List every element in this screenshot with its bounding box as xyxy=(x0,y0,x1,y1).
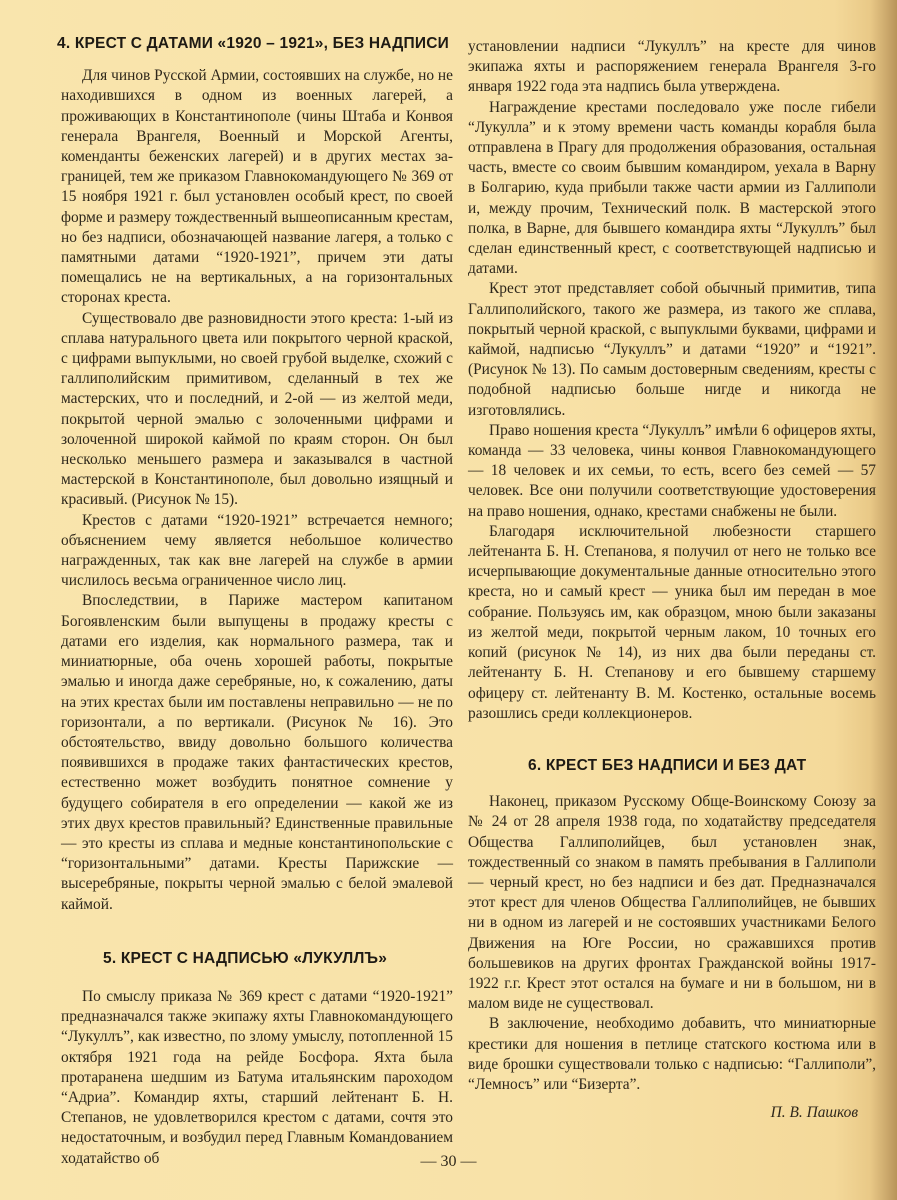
section-5-heading: 5. КРЕСТ С НАДПИСЬЮ «ЛУКУЛЛЪ» xyxy=(103,949,388,967)
page-number: — 30 — xyxy=(420,1153,477,1170)
section-4-heading: 4. КРЕСТ С ДАТАМИ «1920 – 1921», БЕЗ НАДПИСИ xyxy=(57,35,449,52)
section-5-paragraph: Право ношения креста “Лукуллъ” имѣли 6 офицеров яхты, команда — 33 человека, чины конвоя Главнокомандующего — 18 человек и их семьи, то есть, всего без семей — 57 человек. Все они получили соответствующие удостоверения на право ношения, однако, крестами снабжены не были. xyxy=(468,421,876,520)
section-5-paragraph: По смыслу приказа № 369 крест с датами “1920-1921” предназначался также экипажу яхты Главнокомандующего “Лукуллъ”, как известно, по злому умыслу, потопленной 15 октября 1921 года на рейде Босфора. Яхта была протаранена шедшим из Батума итальянским пароходом “Адриа”. Командир яхты, старший лейтенант Б. Н. Степанов, не удовлетворился крестом с датами, сочтя это недостаточным, и возбудил перед Главным Командованием ходатайство об xyxy=(61,987,453,1167)
right-column xyxy=(468,37,876,1123)
section-4-paragraph: Для чинов Русской Армии, состоявших на службе, но не находившихся в одном из военных лагерей, а проживающих в Константинополе (чины Штаба и Конвоя генерала Врангеля, Военный и Морской Агенты, коменданты беженских лагерей) и в других местах за-границей, тем же приказом Главнокомандующего № 369 от 15 ноября 1921 г. был установлен особый крест, по своей форме и размеру тождественный вышеописанным крестам, но без надписи, обозначающей название лагеря, а только с памятными датами “1920-1921”, причем эти даты помещались не на вертикальных, а на горизонтальных сторонах креста. xyxy=(61,67,453,307)
section-5-paragraph: Награждение крестами последовало уже после гибели “Лукулла” и к этому времени часть команды корабля была отправлена в Прагу для продолжения образования, остальная часть, вместе со своим бывшим командиром, уехала в Варну в Болгарию, куда прибыли также части армии из Галлиполи и, между прочим, Технический полк. В мастерской этого полка, в Варне, для бывшего командира яхты “Лукуллъ” был сделан единственный крест, с соответствующей надписью и датами. xyxy=(468,98,876,278)
section-4-paragraph: Крестов с датами “1920-1921” встречается немного; объяснением чему является небольшое количество награжденных, так как вне лагерей на службе в армии числилось весьма ограниченное число лиц. xyxy=(61,511,453,590)
section-6-heading: 6. КРЕСТ БЕЗ НАДПИСИ И БЕЗ ДАТ xyxy=(528,756,807,774)
section-5-paragraph-continued: установлении надписи “Лукуллъ” на кресте для чинов экипажа яхты и распоряжением генерала Врангеля 3-го января 1922 года эта надпись была утверждена. xyxy=(468,38,876,96)
section-6-paragraph: Наконец, приказом Русскому Обще-Воинскому Союзу за № 24 от 28 апреля 1938 года, по ходатайству председателя Общества Галлиполийцев, был установлен знак, тождественный со знаком в память пребывания в Галлиполи — черный крест, но без надписи и без дат. Предназначался этот крест для членов Общества Галлиполийцев, не бывших ни в одном из лагерей и не состоявших участниками Белого Движения на Юге России, но сражавшихся против большевиков на других фронтах Гражданской войны 1917-1922 г.г. Крест этот остался на бумаге и ни в большом, ни в малом виде не существовал. xyxy=(468,793,876,1013)
section-5-paragraph: Благодаря исключительной любезности старшего лейтенанта Б. Н. Степанова, я получил от него не только все исчерпывающие документальные данные относительно этого креста, но и самый крест — уника был им передан в мое собрание. Пользуясь им, как образцом, мною были заказаны из желтой меди, покрытой черным лаком, 10 точных его копий (рисунок № 14), из них два были переданы ст. лейтенанту Б. Н. Степанову и его бывшему старшему офицеру ст. лейтенанту В. М. Костенко, остальные восемь разошлись среди коллекционеров. xyxy=(468,522,876,722)
section-6-paragraph: В заключение, необходимо добавить, что миниатюрные крестики для ношения в петлице статского костюма или в виде брошки существовали только с надписью: “Галлиполи”, “Лемносъ” или “Бизерта”. xyxy=(468,1015,876,1093)
section-5-paragraph: Крест этот представляет собой обычный примитив, типа Галлиполийского, такого же размера, из такого же сплава, покрытый черной краской, с выпуклыми буквами, цифрами и каймой, надписью “Лукуллъ” и датами “1920” и “1921”. (Рисунок № 13). По самым достоверным сведениям, кресты с подобной надписью больше нигде и никогда не изготовлялись. xyxy=(468,280,876,419)
author-signature: П. В. Пашков xyxy=(770,1104,858,1122)
section-4-paragraph: Впоследствии, в Париже мастером капитаном Богоявленским были выпущены в продажу кресты с датами его изделия, как нормального размера, так и миниатюрные, оба очень хорошей работы, покрытые эмалью и иногда даже серебряные, но, к сожалению, даты на этих крестах были им поставлены неправильно — не по горизонтали, а по вертикали. (Рисунок № 16). Это обстоятельство, ввиду довольно большого количества появившихся в продаже таких фантастических крестов, естественно может возбудить понятное сомнение у будущего собирателя в его определении — какой же из этих двух крестов правильный? Единственные правильные — это кресты из сплава и медные константинопольские с “горизонтальными” датами. Кресты Парижские — высеребряные, покрыты черной эмалью с белой эмалевой каймой. xyxy=(61,592,453,913)
left-column xyxy=(57,34,453,1169)
section-4-paragraph: Существовало две разновидности этого креста: 1-ый из сплава натурального цвета или покрытого черной краской, с цифрами выпуклыми, но своей грубой выделке, схожий с галлиполийским примитивом, сделанный в тех же мастерских, что и последний, и 2-ой — из желтой меди, покрытой черной эмалью с золоченными цифрами и золоченной широкой каймой по краям сторон. Он был несколько меньшего размера и заказывался в частной мастерской в Константинополе, был довольно изящный и красивый. (Рисунок № 15). xyxy=(61,309,453,509)
